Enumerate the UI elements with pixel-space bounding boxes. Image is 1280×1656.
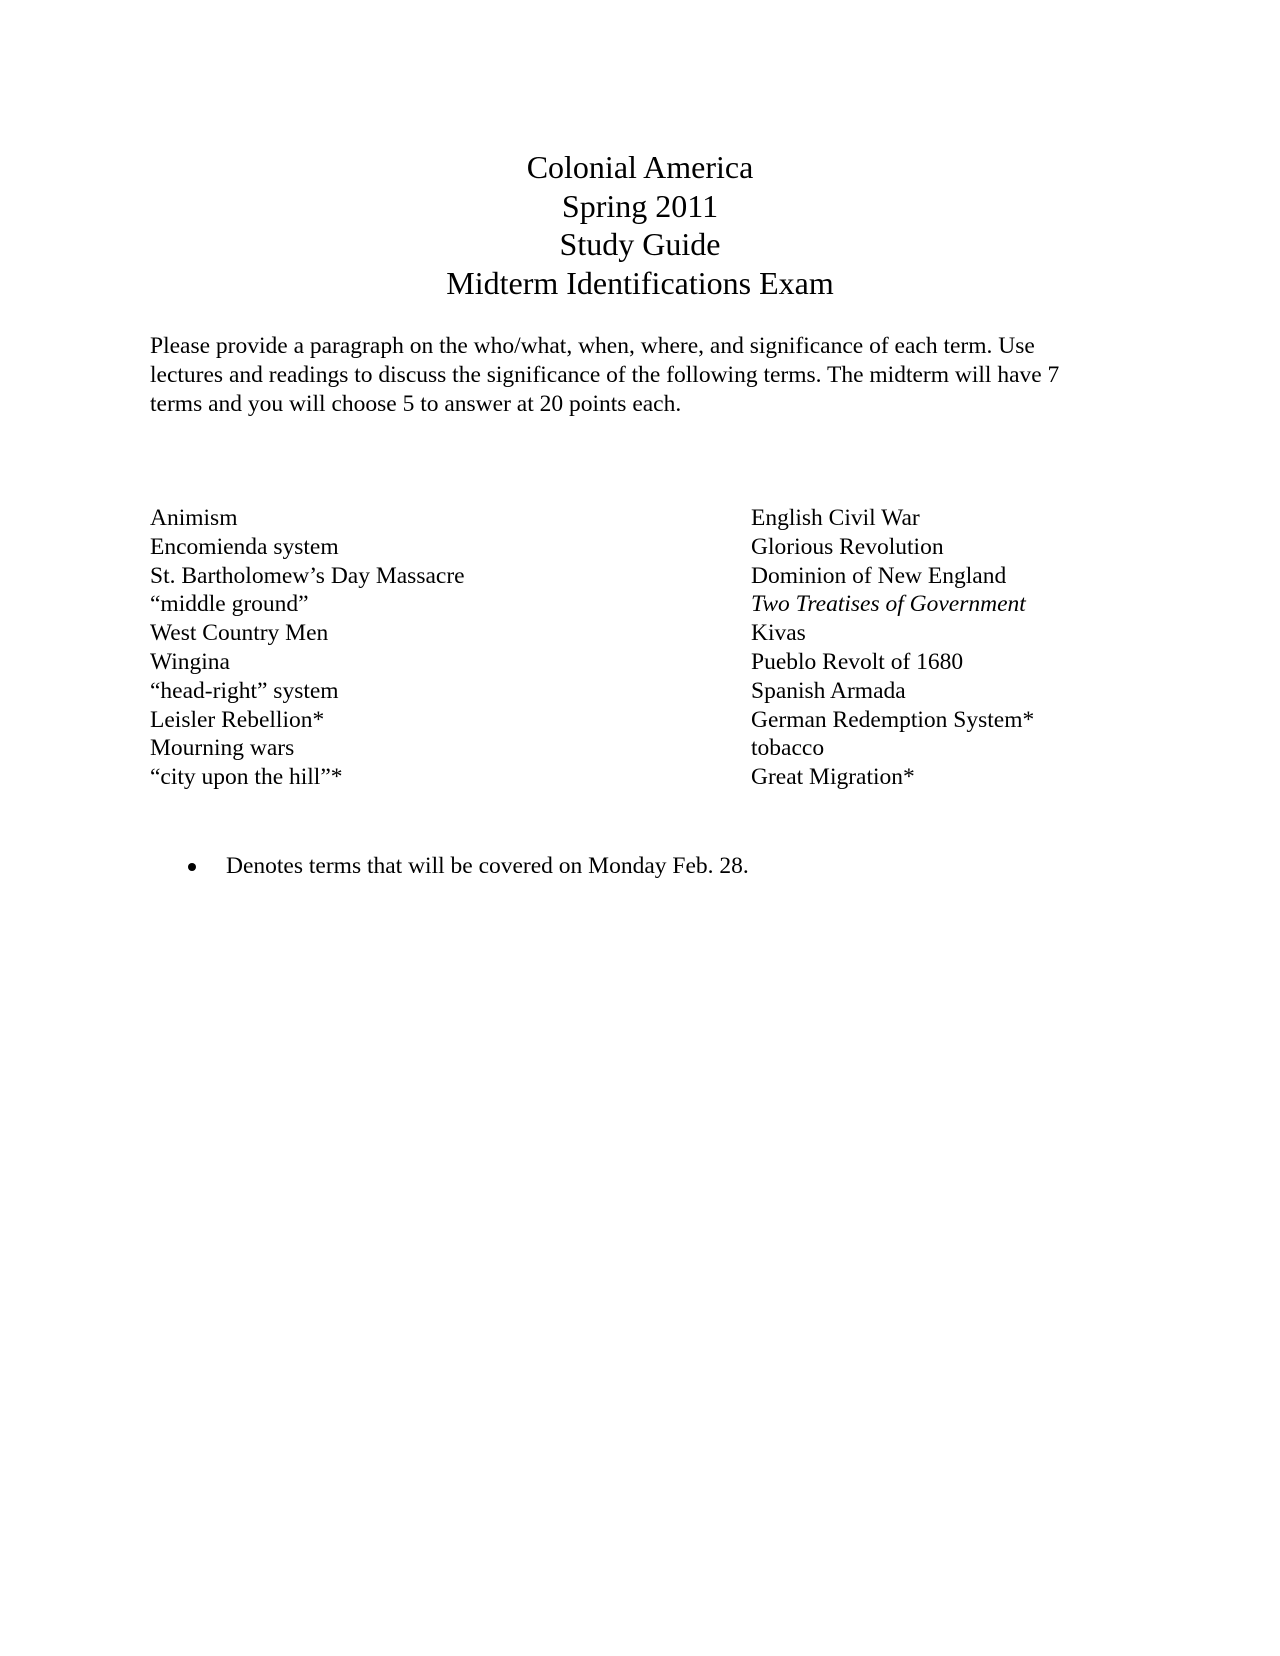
term-item: tobacco [751, 735, 825, 762]
term-item: Leisler Rebellion* [150, 706, 325, 733]
exam-title: Midterm Identifications Exam [446, 264, 834, 301]
term-item: Encomienda system [150, 533, 339, 560]
footnote-text: Denotes terms that will be covered on Monday Feb. 28. [226, 853, 749, 879]
term-item: St. Bartholomew’s Day Massacre [150, 562, 465, 589]
term-item: “city upon the hill”* [150, 764, 343, 791]
instructions-paragraph [150, 332, 1130, 419]
document-title [0, 148, 1280, 302]
term-item: “middle ground” [150, 591, 309, 618]
instructions-line: terms and you will choose 5 to answer at 20 points each. [150, 391, 682, 417]
instructions-line: Please provide a paragraph on the who/what, when, where, and significance of each term. Use [150, 333, 1035, 359]
term-item: Spanish Armada [751, 677, 906, 704]
semester: Spring 2011 [561, 187, 719, 224]
term-item: German Redemption System* [751, 706, 1035, 733]
term-item: English Civil War [751, 505, 920, 531]
instructions-line: lectures and readings to discuss the significance of the following terms. The midterm will have 7 [150, 362, 1060, 388]
doc-type: Study Guide [559, 226, 721, 262]
term-item: Wingina [150, 648, 230, 675]
terms-list-right [751, 504, 1034, 792]
terms-list-left [150, 504, 465, 792]
term-item: Animism [150, 505, 238, 531]
term-item: Great Migration* [751, 764, 915, 791]
term-item: Pueblo Revolt of 1680 [751, 648, 964, 675]
course-title: Colonial America [526, 149, 754, 185]
term-item: Kivas [751, 620, 806, 647]
term-item: Mourning wars [150, 735, 295, 762]
term-item: Glorious Revolution [751, 533, 944, 560]
term-item-book-title: Two Treatises of Government [751, 591, 1026, 618]
term-item: Dominion of New England [751, 562, 1007, 589]
term-item: “head-right” system [150, 677, 339, 704]
term-item: West Country Men [150, 620, 329, 647]
